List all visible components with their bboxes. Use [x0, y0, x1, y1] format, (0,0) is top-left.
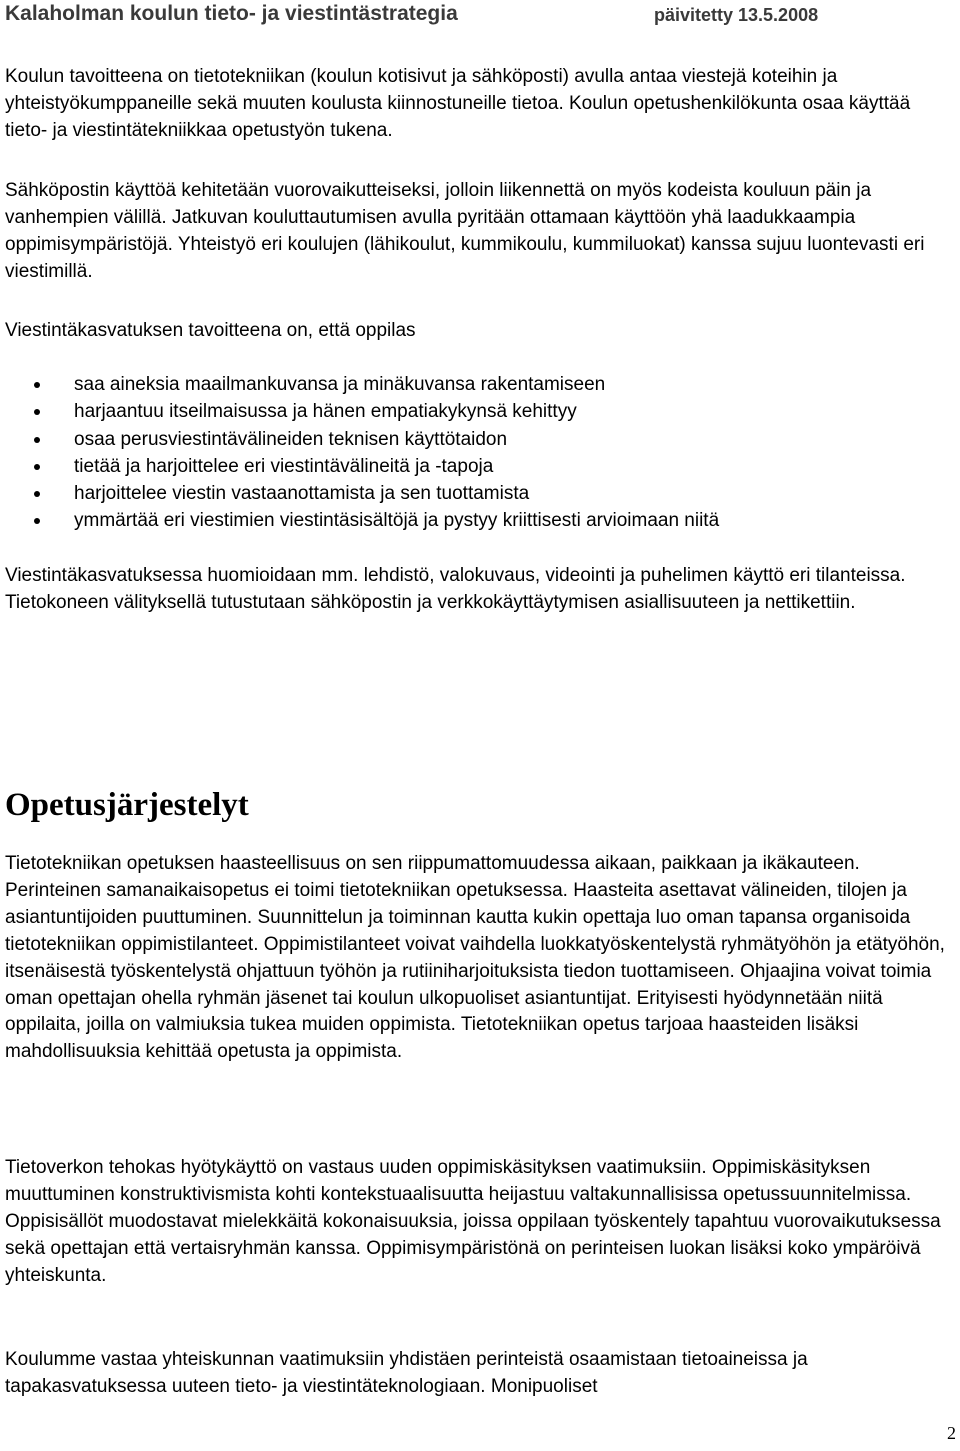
paragraph-email-usage: Sähköpostin käyttöä kehitetään vuorovaikutteiseksi, jolloin liikennettä on myös kodeista kouluun päin ja vanhempien välillä. Jatkuvan kouluttautumisen avulla pyritään ottamaan käyttöön yhä laadukkaampia oppimisympäristöjä. Yhteistyö eri koulujen (lähikoulut, kummikoulu, kummiluokat) kanssa sujuu luontevasti eri viestimillä. — [5, 180, 925, 282]
bullet-dot-icon — [34, 518, 40, 524]
page-number: 2 — [947, 1423, 956, 1443]
paragraph-teaching-challenge: Tietotekniikan opetuksen haasteellisuus on sen riippumattomuudessa aikaan, paikkaan ja ikäkauteen. Perinteinen samanaikaisopetus ei toimi tietotekniikan opetuksessa. Haasteita asettavat välineiden, tilojen ja asiantuntijoiden puuttuminen. Suunnittelun ja toiminnan kautta kukin opettaja luo oman tapansa organisoida tietotekniikan oppimistilanteet. Oppimistilanteet voivat vaihdella luokkatyöskentelystä ryhmätyöhön ja etätyöhön, itsenäisestä työskentelystä ohjattuun työhön ja rutiiniharjoituksista tiedon tuottamiseen. Ohjaajina voivat toimia oman opettajan ohella ryhmän jäsenet tai koulun ulkopuoliset asiantuntijat. Erityisesti hyödynnetään niitä oppilaita, joilla on valmiuksia tukea muiden oppimista. Tietotekniikan opetus tarjoaa haasteiden lisäksi mahdollisuuksia kehittää opetusta ja oppimista. — [5, 853, 945, 1063]
section-heading: Opetusjärjestelyt — [5, 787, 249, 823]
list-item-text: tietää ja harjoittelee eri viestintävälineitä ja -tapoja — [74, 455, 494, 477]
list-item — [0, 480, 940, 507]
list-item — [0, 507, 940, 534]
paragraph-list-intro: Viestintäkasvatuksen tavoitteena on, että oppilas — [5, 320, 416, 341]
list-item — [0, 426, 940, 453]
list-item-text: harjaantuu itseilmaisussa ja hänen empatiakykynsä kehittyy — [74, 401, 577, 423]
list-item — [0, 371, 940, 398]
bullet-dot-icon — [34, 491, 40, 497]
goals-bullet-list — [0, 371, 940, 535]
bullet-dot-icon — [34, 464, 40, 470]
paragraph-network-use: Tietoverkon tehokas hyötykäyttö on vastaus uuden oppimiskäsityksen vaatimuksiin. Oppimiskäsityksen muuttuminen konstruktivismista kohti kontekstuaalisuutta heijastuu valtakunnallisissa opetussuunnitelmissa. Oppisisällöt muodostavat mielekkäitä kokonaisuuksia, joissa oppilaan työskentely tapahtuu vuorovaikutuksessa sekä opettajan että vertaisryhmän kanssa. Oppimisympäristönä on perinteisen luokan lisäksi koko ympäröivä yhteiskunta. — [5, 1157, 941, 1286]
list-item-text: harjoittelee viestin vastaanottamista ja sen tuottamista — [74, 483, 530, 505]
list-item-text: ymmärtää eri viestimien viestintäsisältöjä ja pystyy kriittisesti arvioimaan niitä — [74, 510, 720, 532]
document-title: Kalaholman koulun tieto- ja viestintästrategia — [5, 2, 458, 25]
list-item-text: osaa perusviestintävälineiden teknisen käyttötaidon — [74, 428, 508, 450]
list-item — [0, 398, 940, 425]
paragraph-intro-goal: Koulun tavoitteena on tietotekniikan (koulun kotisivut ja sähköposti) avulla antaa viestejä koteihin ja yhteistyökumppaneille sekä muuten koulusta kiinnostuneille tietoa. Koulun opetushenkilökunta osaa käyttää tieto- ja viestintätekniikkaa opetustyön tukena. — [5, 66, 911, 141]
updated-date: päivitetty 13.5.2008 — [654, 5, 819, 25]
bullet-dot-icon — [34, 382, 40, 388]
paragraph-closing: Koulumme vastaa yhteiskunnan vaatimuksiin yhdistäen perinteistä osaamistaan tietoaineissa ja tapakasvatuksessa uuteen tieto- ja viestintäteknologiaan. Monipuoliset — [5, 1349, 808, 1397]
bullet-dot-icon — [34, 409, 40, 415]
bullet-dot-icon — [34, 437, 40, 443]
list-item — [0, 453, 940, 480]
paragraph-media-education: Viestintäkasvatuksessa huomioidaan mm. lehdistö, valokuvaus, videointi ja puhelimen käyttö eri tilanteissa. Tietokoneen välityksellä tutustutaan sähköpostin ja verkkokäyttäytymisen asiallisuuteen ja nettikettiin. — [5, 565, 906, 613]
list-item-text: saa aineksia maailmankuvansa ja minäkuvansa rakentamiseen — [74, 374, 606, 395]
